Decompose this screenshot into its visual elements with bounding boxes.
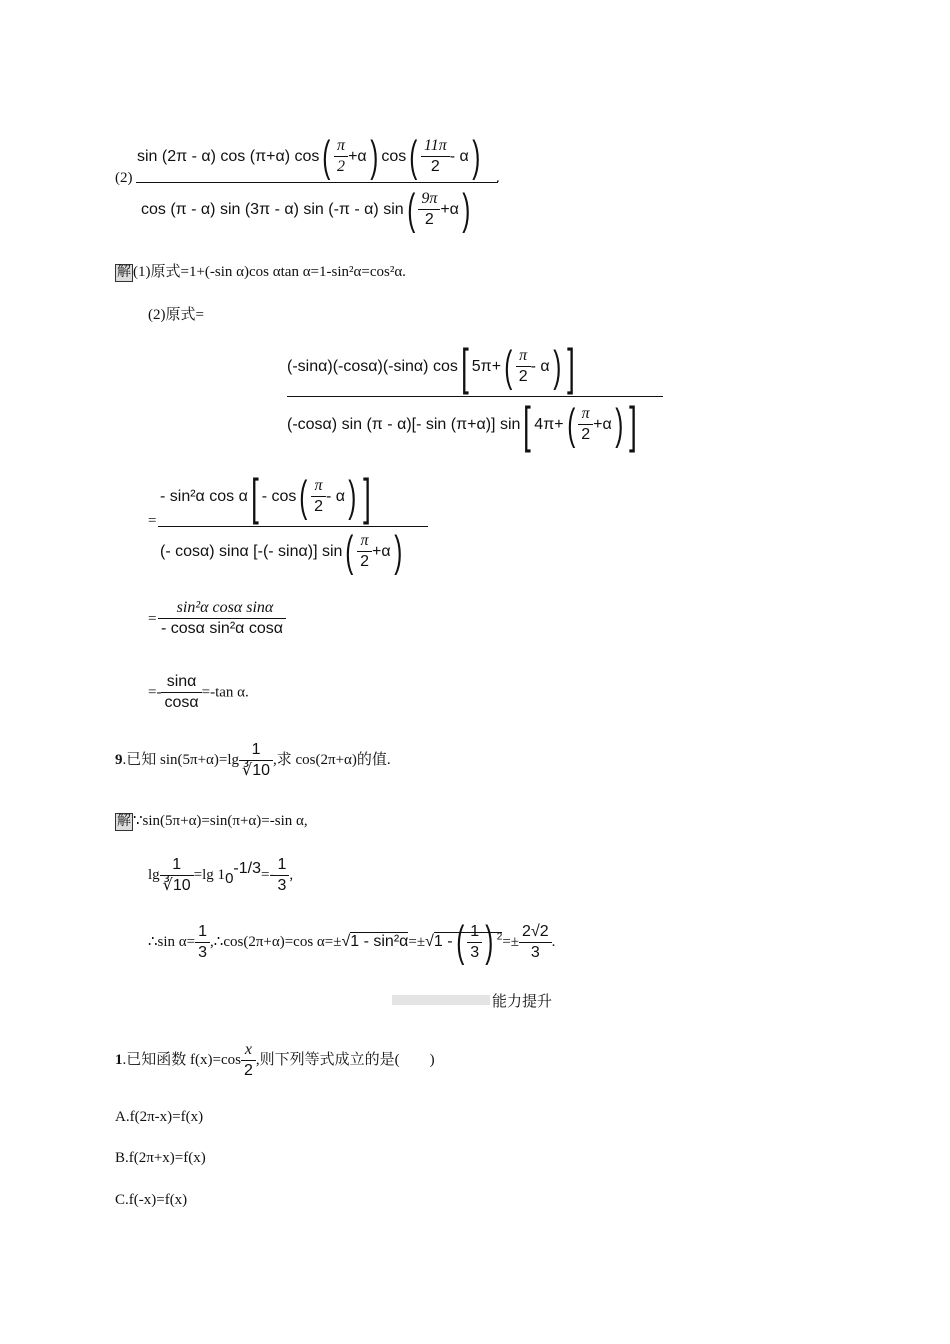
eq-sign-3: =: [148, 611, 157, 627]
fraction-3-numerator: sin²α cosα sinα: [158, 598, 286, 619]
section-title: 能力提升: [492, 992, 553, 1010]
fraction-1-bar: [287, 396, 663, 397]
section-bar: [392, 995, 490, 1005]
solution-1-line-1: 解 (1)原式=1+(-sin α)cos αtan α=1-sin²α=cos²α.: [117, 264, 406, 280]
eq-sign-2: =: [148, 513, 157, 529]
question-1: 1.已知函数 f(x)=cos $\frac{x}{2}$ ,则下列等式成立的是( ): [115, 1041, 435, 1079]
problem-2-denominator: cos (π - α) sin (3π - α) sin (-π - α) sin( $\frac{9\pi}{2}$ +α): [141, 184, 471, 234]
fraction-1-denominator: (-cosα) sin (π - α)[- sin (π+α)] sin[ 4π+( $\frac{\pi}{2}$ +α) ]: [287, 396, 638, 453]
fraction-2-numerator: - sin²α cos α[ - cos( $\frac{\pi}{2}$ - α) ]: [160, 468, 371, 525]
solution-1-line-2: (2)原式=: [148, 307, 204, 323]
fraction-3: [158, 598, 286, 639]
fraction-4: =- $\frac{\sin\alpha}{\cos\alpha}$ =-tan α.: [148, 673, 249, 711]
option-a[interactable]: A.f(2π-x)=f(x): [115, 1109, 204, 1125]
problem-2-label: (2): [115, 170, 133, 186]
fraction-2-denominator: (- cosα) sinα [-(- sinα)] sin( $\frac{\pi}{2}$ +α): [160, 526, 402, 576]
fraction-3-denominator: - cosα sin²α cosα: [161, 620, 283, 637]
problem-2-numerator: sin (2π - α) cos (π+α) cos( $\frac{\pi}{2}$ +α) cos( $\frac{11\pi}{2}$ - α): [137, 131, 481, 181]
problem-2-fraction-bar: [136, 182, 498, 183]
solution-badge: 解: [117, 814, 131, 829]
solution-9-line-1: 解 ∵sin(5π+α)=sin(π+α)=-sin α,: [117, 813, 308, 829]
solution-9-line-2: lg $\frac{1}{∛10}$ =lg $1_0^{-1/3}=-$ $\frac{1}{3}$ ,: [148, 856, 294, 894]
problem-2-end: .: [496, 170, 500, 186]
solution-9-line-3: ∴sin α= $\frac{1}{3}$ ,∴cos(2π+α)=cos α=±√1 - sin²α=±√1 -( $\frac{1}{3}$ ) $^2$=± $\frac{2√2}{3}$ .: [148, 917, 556, 966]
option-b[interactable]: B.f(2π+x)=f(x): [115, 1150, 206, 1166]
question-9: 9.已知 sin(5π+α)=lg $\frac{1}{∛10}$ ,求 cos(2π+α)的值.: [115, 741, 391, 779]
fraction-1-numerator: (-sinα)(-cosα)(-sinα) cos[ 5π+( $\frac{\pi}{2}$ - α) ]: [287, 338, 576, 395]
solution-badge: 解: [117, 265, 131, 280]
option-c[interactable]: C.f(-x)=f(x): [115, 1192, 188, 1208]
num-text: sin (2π - α) cos (π+α) cos: [137, 148, 320, 165]
